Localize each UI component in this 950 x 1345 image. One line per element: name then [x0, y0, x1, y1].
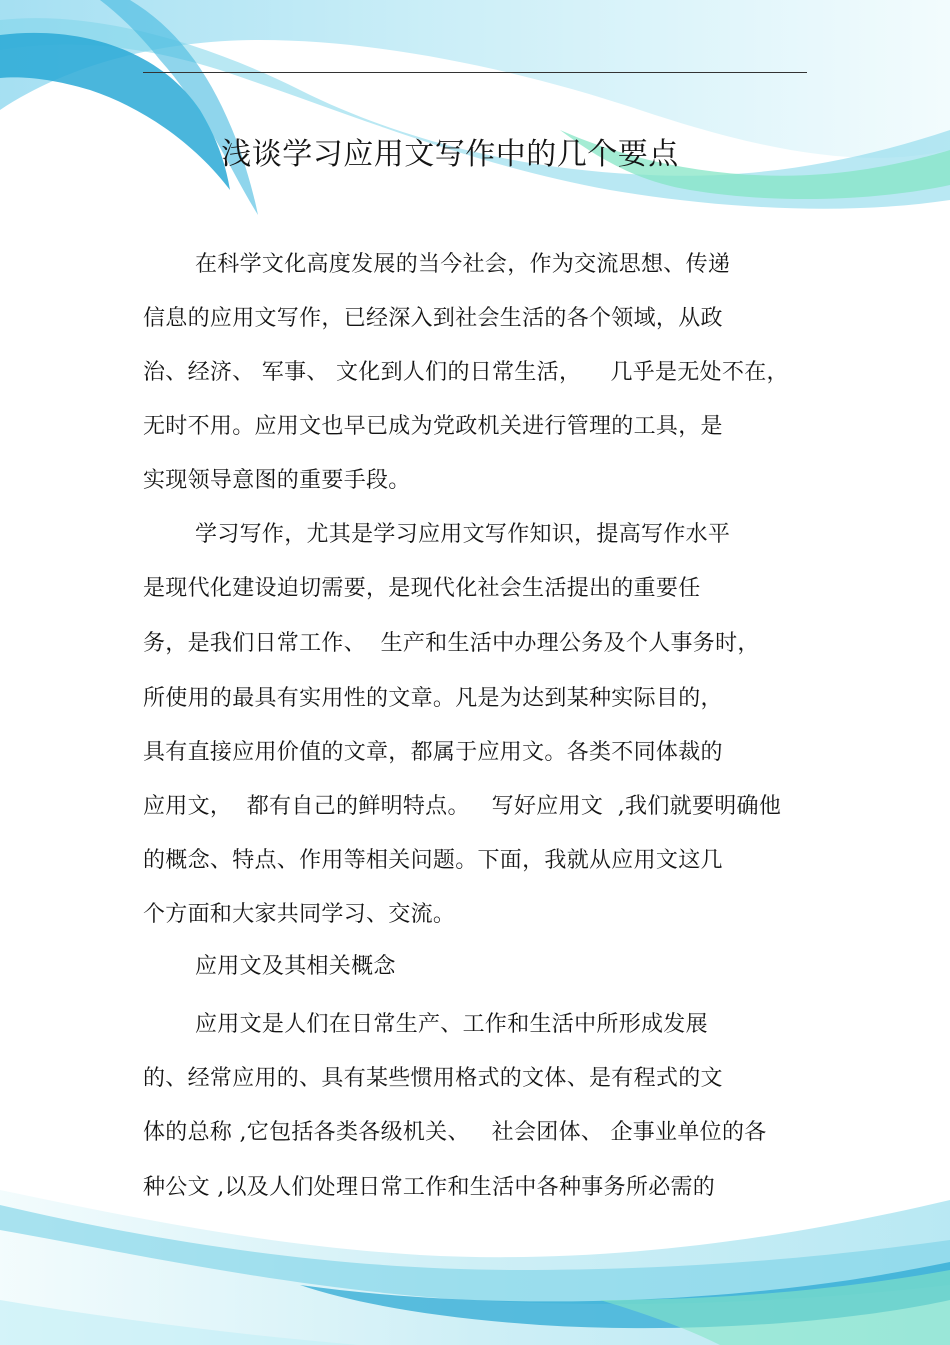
body-line: 应用文， 都有自己的鲜明特点。 写好应用文 ,我们就要明确他	[143, 794, 782, 819]
body-line: 的、经常应用的、具有某些惯用格式的文体、是有程式的文	[143, 1066, 723, 1091]
body-line: 种公文 ,以及人们处理日常工作和生活中各种事务所必需的	[143, 1175, 716, 1200]
body-line: 具有直接应用价值的文章，都属于应用文。各类不同体裁的	[143, 740, 723, 765]
body-line: 个方面和大家共同学习、交流。	[143, 902, 456, 927]
body-line: 应用文是人们在日常生产、工作和生活中所形成发展	[195, 1012, 708, 1037]
body-line: 所使用的最具有实用性的文章。凡是为达到某种实际目的，	[143, 686, 723, 711]
body-line: 实现领导意图的重要手段。	[143, 468, 411, 493]
body-line: 信息的应用文写作，已经深入到社会生活的各个领域，从政	[143, 306, 723, 331]
body-line: 在科学文化高度发展的当今社会，作为交流思想、传递	[195, 252, 731, 277]
header-rule	[143, 72, 807, 73]
section-heading: 应用文及其相关概念	[195, 954, 396, 979]
body-line: 是现代化建设迫切需要，是现代化社会生活提出的重要任	[143, 576, 701, 601]
body-line: 务，是我们日常工作、 生产和生活中办理公务及个人事务时，	[143, 631, 760, 656]
body-line: 学习写作，尤其是学习应用文写作知识，提高写作水平	[195, 522, 731, 547]
body-line: 治、经济、 军事、 文化到人们的日常生活， 几乎是无处不在，	[143, 360, 789, 385]
body-line: 体的总称 ,它包括各类各级机关、 社会团体、 企事业单位的各	[143, 1120, 767, 1145]
body-line: 无时不用。应用文也早已成为党政机关进行管理的工具，是	[143, 414, 723, 439]
document-title: 浅谈学习应用文写作中的几个要点	[221, 137, 679, 172]
body-line: 的概念、特点、作用等相关问题。下面，我就从应用文这几	[143, 848, 723, 873]
